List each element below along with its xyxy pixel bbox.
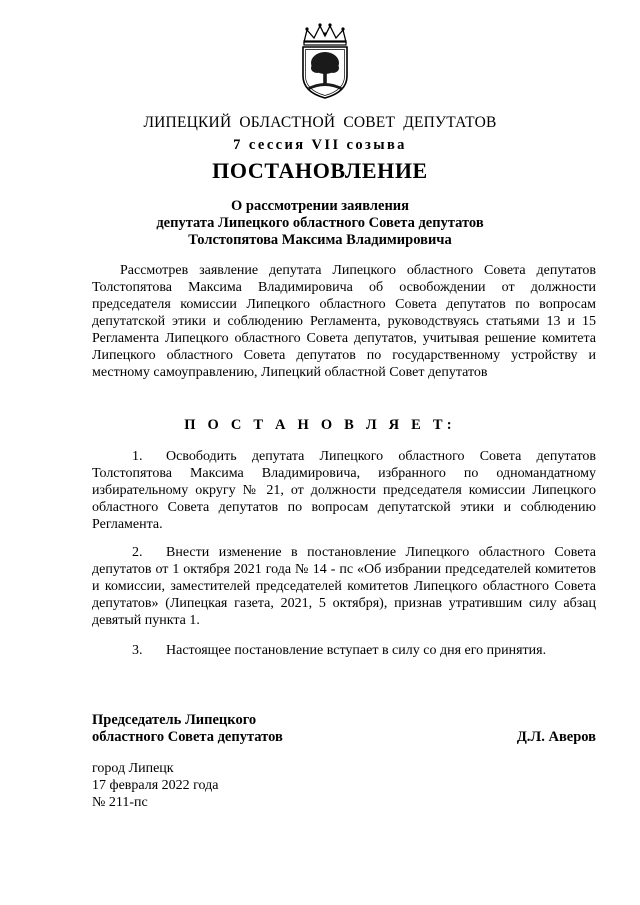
item-number: 1. [132, 449, 143, 464]
item-number: 2. [132, 545, 143, 560]
footer-date: 17 февраля 2022 года [92, 778, 219, 793]
document-footer [92, 760, 219, 811]
subject-line: депутата Липецкого областного Совета депутатов [156, 215, 484, 231]
resolution-item-2 [92, 544, 596, 629]
document-type-title: ПОСТАНОВЛЕНИЕ [212, 158, 428, 183]
footer-number: № 211-пс [92, 795, 148, 810]
resolves-heading: П О С Т А Н О В Л Я Е Т: [184, 417, 456, 433]
item-text: Освободить депутата Липецкого областного Совета депутатов Толстопятова Максима Владимировича, избранного по одномандатному избирательному округу № 21, от должности председателя комиссии Липецкого областного Совета депутатов по вопросам депутатской этики и соблюдению Регламента. [92, 449, 596, 532]
subject-line: Толстопятова Максима Владимировича [188, 232, 452, 248]
organization-name: ЛИПЕЦКИЙ ОБЛАСТНОЙ СОВЕТ ДЕПУТАТОВ [143, 114, 497, 131]
signer-name: Д.Л. Аверов [516, 729, 596, 745]
item-number: 3. [132, 643, 143, 658]
item-text: Настоящее постановление вступает в силу со дня его принятия. [166, 643, 547, 658]
lipetsk-coat-of-arms-icon [296, 22, 354, 100]
footer-city: город Липецк [92, 761, 174, 776]
preamble-paragraph: Рассмотрев заявление депутата Липецкого областного Совета депутатов Толстопятова Максима Владимировича об освобождении от должности председателя комиссии Липецкого областного Совета депутатов по вопросам депутатской этики и соблюдению Регламента, руководствуясь статьями 13 и 15 Регламента Липецкого областного Совета депутатов, учитывая решение комитета Липецкого областного Совета депутатов по государственному устройству и местному самоуправлению, Липецкий областной Совет депутатов [92, 263, 596, 380]
signer-title-line: Председатель Липецкого [92, 712, 257, 728]
item-text: Внести изменение в постановление Липецкого областного Совета депутатов от 1 октября 2021 года № 14 - пс «Об избрании председателей комитетов и комиссии, заместителей председателей комитетов Липецкого областного Совета депутатов» (Липецкая газета, 2021, 5 октября), признав утратившим силу абзац девятый пункта 1. [92, 545, 596, 628]
signature-block [92, 712, 596, 746]
resolution-item-3 [92, 642, 596, 659]
document-subject [90, 198, 550, 249]
signer-title-line: областного Совета депутатов [92, 729, 283, 745]
resolution-item-1 [92, 448, 596, 533]
session-line: 7 сессия VII созыва [233, 137, 407, 153]
subject-line: О рассмотрении заявления [230, 198, 409, 214]
